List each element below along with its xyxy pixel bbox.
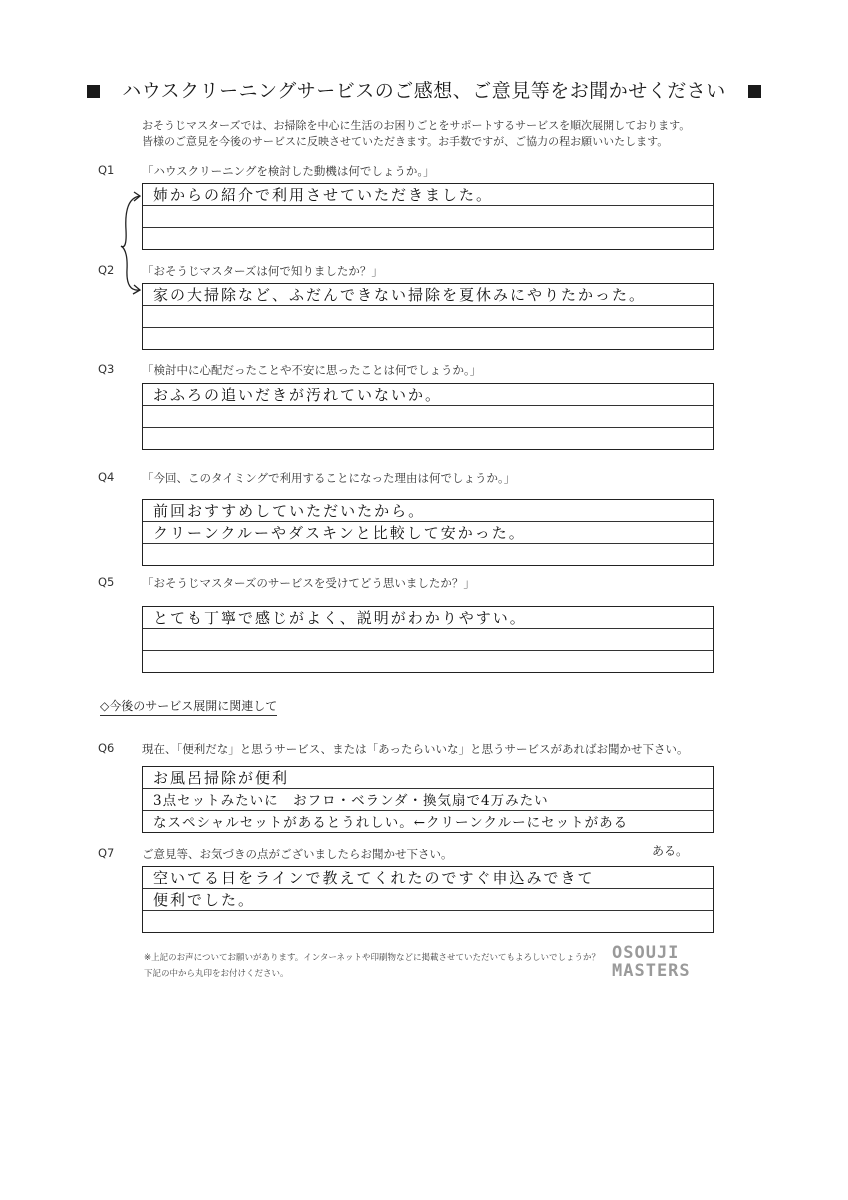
q5-text: 「おそうじマスターズのサービスを受けてどう思いましたか？」 [142, 576, 475, 590]
q7-answer: 空いてる日をラインで教えてくれたのですぐ申込みできて [153, 869, 595, 887]
intro-line: おそうじマスターズでは、お掃除を中心に生活のお困りごとをサポートするサービスを順次展開しております。 [142, 119, 691, 132]
footnote: 下記の中から丸印をお付けください。 [144, 969, 289, 979]
q6-answer-note: ある。 [652, 844, 689, 858]
q2-answer-box [142, 283, 714, 350]
q2-label: Q2 [98, 263, 115, 277]
q1-text: 「ハウスクリーニングを検討した動機は何でしょうか。」 [142, 164, 435, 178]
q6-text: 現在、「便利だな」と思うサービス、または「あったらいいな」と思うサービスがあればお聞かせ下さい。 [142, 742, 689, 756]
q6-answer-box [142, 766, 714, 833]
q5-label: Q5 [98, 575, 115, 589]
logo-line: OSOUJI [612, 943, 680, 963]
q6-answer: お風呂掃除が便利 [153, 769, 290, 787]
q7-answer-box [142, 866, 714, 933]
footnote: ※上記のお声についてお願いがあります。インターネットや印刷物などに掲載させていただいてもよろしいでしょうか？ [144, 953, 601, 963]
q4-label: Q4 [98, 470, 115, 484]
q6-answer: なスペシャルセットがあるとうれしい。←クリーンクルーにセットがある [153, 815, 629, 831]
q2-answer: 家の大掃除など、ふだんできない掃除を夏休みにやりたかった。 [153, 286, 647, 304]
q5-answer: とても丁寧で感じがよく、説明がわかりやすい。 [153, 609, 527, 627]
intro-line: 皆様のご意見を今後のサービスに反映させていただきます。お手数ですが、ご協力の程お願いいたします。 [142, 135, 669, 148]
intro-text [142, 118, 690, 150]
q6-label: Q6 [98, 741, 115, 755]
q4-text: 「今回、このタイミングで利用することになった理由は何でしょうか。」 [142, 471, 516, 485]
title-text: ハウスクリーニングサービスのご感想、ご意見等をお聞かせください [122, 80, 726, 102]
square-bullet-icon [87, 85, 100, 98]
q1-answer-box [142, 183, 714, 250]
q3-answer: おふろの追いだきが汚れていないか。 [153, 386, 443, 404]
section-heading: ◇今後のサービス展開に関連して [100, 697, 277, 716]
q7-text: ご意見等、お気づきの点がございましたらお聞かせ下さい。 [142, 847, 453, 861]
page-title [0, 76, 848, 103]
q3-label: Q3 [98, 362, 115, 376]
q5-answer-box [142, 606, 714, 673]
q2-text: 「おそうじマスターズは何で知りましたか？」 [142, 264, 383, 278]
q4-answer: 前回おすすめしていただいたから。 [153, 502, 426, 520]
q3-answer-box [142, 383, 714, 450]
q6-answer: 3点セットみたいに おフロ・ベランダ・換気扇で4万みたい [153, 793, 549, 809]
q4-answer-box [142, 499, 714, 566]
q1-answer: 姉からの紹介で利用させていただきました。 [153, 186, 494, 204]
logo-line: MASTERS [612, 961, 691, 981]
q1-label: Q1 [98, 163, 115, 177]
square-bullet-icon [748, 85, 761, 98]
q3-text: 「検討中に心配だったことや不安に思ったことは何でしょうか。」 [142, 363, 482, 377]
bracket-arrow-icon [118, 190, 144, 300]
brand-logo [612, 944, 722, 980]
q7-answer: 便利でした。 [153, 891, 256, 909]
q4-answer: クリーンクルーやダスキンと比較して安かった。 [153, 524, 526, 542]
q7-label: Q7 [98, 846, 115, 860]
